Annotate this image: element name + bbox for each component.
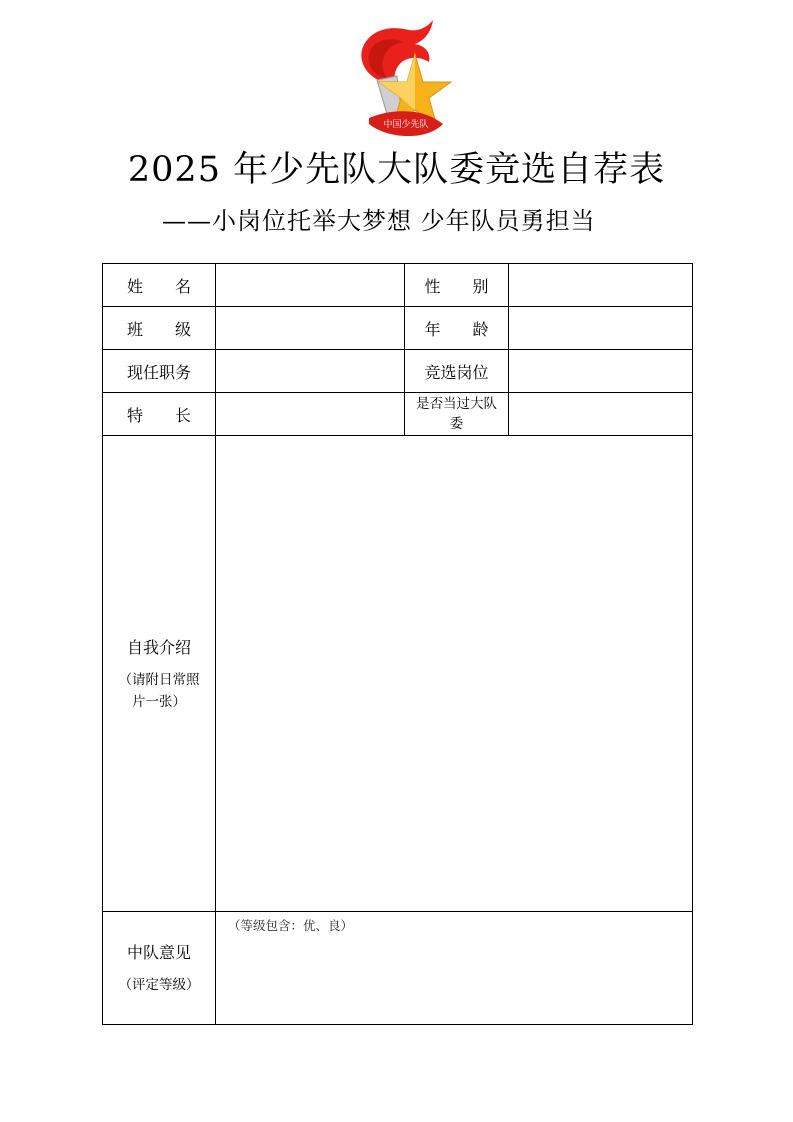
- young-pioneers-emblem: [353, 20, 453, 144]
- age-label: 年 龄: [405, 307, 509, 350]
- class-field[interactable]: [216, 307, 405, 350]
- current-position-field[interactable]: [216, 350, 405, 393]
- running-position-label: 竞选岗位: [405, 350, 509, 393]
- age-field[interactable]: [509, 307, 693, 350]
- opinion-field[interactable]: [216, 912, 693, 1025]
- gender-field[interactable]: [509, 264, 693, 307]
- name-label: 姓 名: [103, 264, 216, 307]
- running-position-field[interactable]: [509, 350, 693, 393]
- self-recommendation-form: [102, 263, 693, 1025]
- opinion-note: （评定等级）: [118, 977, 200, 993]
- ribbon-text: 中国少先队: [383, 120, 429, 130]
- opinion-label: 中队意见: [126, 943, 191, 962]
- intro-note: （请附日常照片一张）: [118, 671, 200, 710]
- current-position-label: 现任职务: [103, 350, 216, 393]
- former-committee-label: 是否当过大队委: [405, 393, 509, 436]
- intro-field[interactable]: [216, 436, 693, 912]
- specialty-field[interactable]: [216, 393, 405, 436]
- intro-label: 自我介绍: [126, 637, 191, 657]
- former-committee-field[interactable]: [509, 393, 693, 436]
- page-title: 2025 年少先队大队委竞选自荐表: [127, 150, 666, 190]
- name-field[interactable]: [216, 264, 405, 307]
- class-label: 班 级: [103, 307, 216, 350]
- gender-label: 性 别: [405, 264, 509, 307]
- specialty-label: 特 长: [103, 393, 216, 436]
- opinion-label-cell: [103, 912, 216, 1025]
- intro-label-cell: [103, 436, 216, 912]
- page-subtitle: ——小岗位托举大梦想 少年队员勇担当: [162, 207, 596, 235]
- opinion-hint: （等级包含：优、良）: [228, 918, 354, 933]
